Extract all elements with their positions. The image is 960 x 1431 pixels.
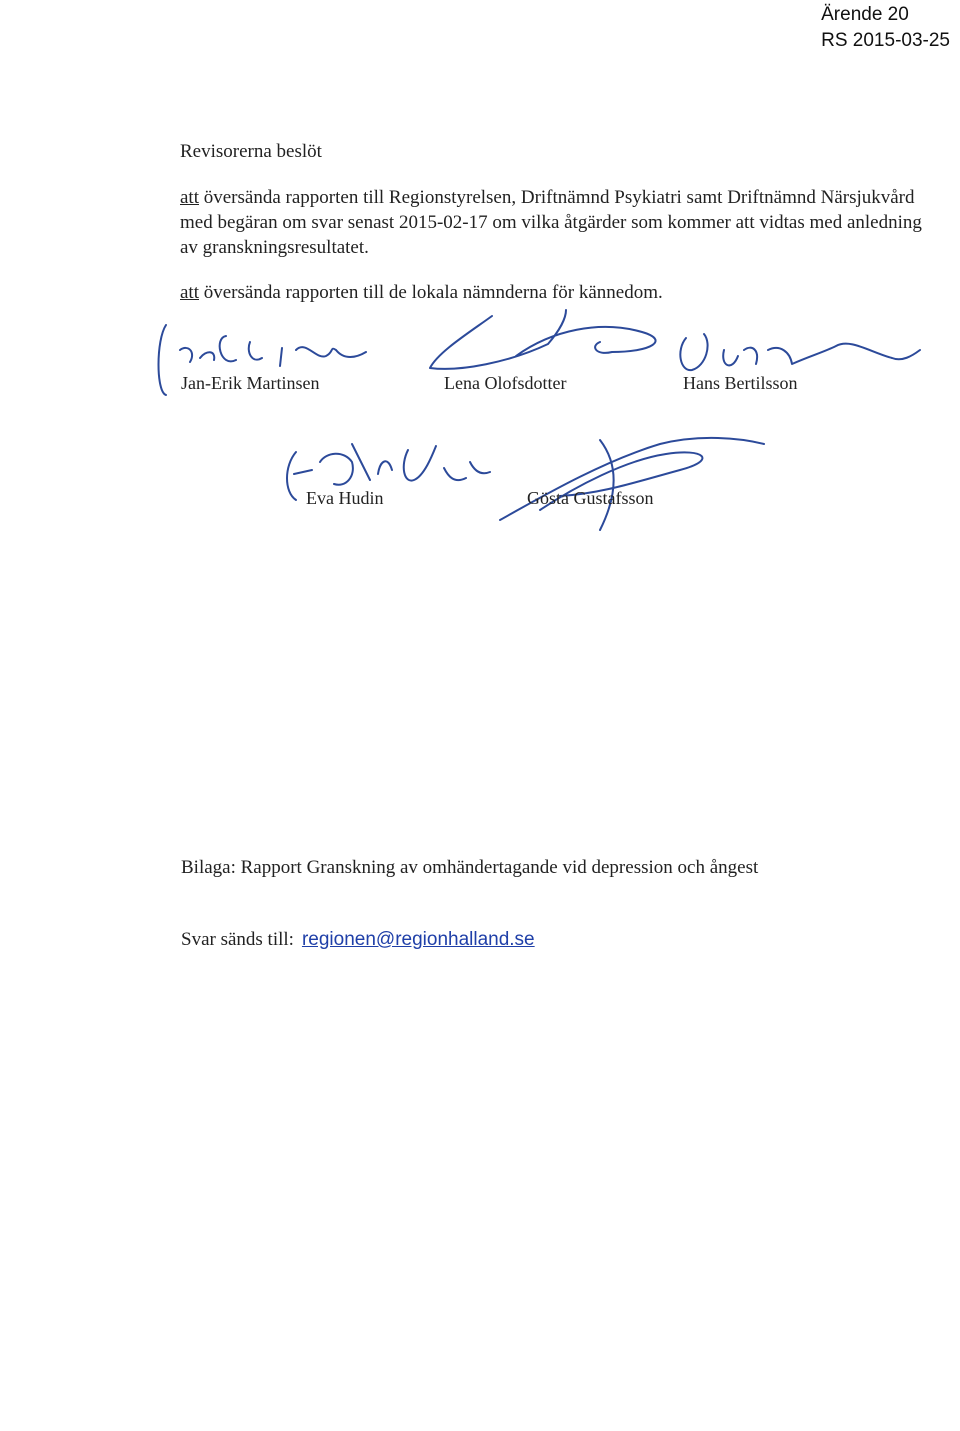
- attachment-note: Bilaga: Rapport Granskning av omhändertagande vid depression och ångest: [181, 857, 759, 878]
- decision-paragraph-1: [180, 185, 940, 260]
- reply-email-link[interactable]: regionen@regionhalland.se: [301, 929, 535, 950]
- case-number: Ärende 20: [821, 4, 909, 25]
- reply-label: Svar sänds till:: [181, 929, 294, 950]
- paragraph-text: översända rapporten till de lokala nämnderna för kännedom.: [199, 282, 663, 303]
- signatory-name: Eva Hudin: [306, 488, 384, 508]
- att-keyword: att: [180, 282, 199, 303]
- att-keyword: att: [180, 187, 199, 208]
- signature-gosta-gustafsson: [500, 438, 764, 530]
- meeting-reference: RS 2015-03-25: [821, 30, 950, 51]
- decision-heading: Revisorerna beslöt: [180, 141, 322, 162]
- signatory-name: Hans Bertilsson: [683, 373, 798, 393]
- signature-lena-olofsdotter: [430, 310, 656, 369]
- reply-line: [181, 929, 535, 951]
- signatory-name: Gösta Gustafsson: [527, 488, 654, 508]
- case-reference: [821, 2, 950, 54]
- signatory-name: Lena Olofsdotter: [444, 373, 567, 393]
- signatory-name: Jan-Erik Martinsen: [181, 373, 320, 393]
- decision-paragraph-2: [180, 280, 940, 305]
- paragraph-text: översända rapporten till Regionstyrelsen, Driftnämnd Psykiatri samt Driftnämnd Närsjukvård med begäran om svar senast 2015-02-17 om vilka åtgärder som kommer att vidtas med anledning av granskningsresultatet.: [180, 187, 922, 258]
- signature-hans-bertilsson: [680, 334, 920, 370]
